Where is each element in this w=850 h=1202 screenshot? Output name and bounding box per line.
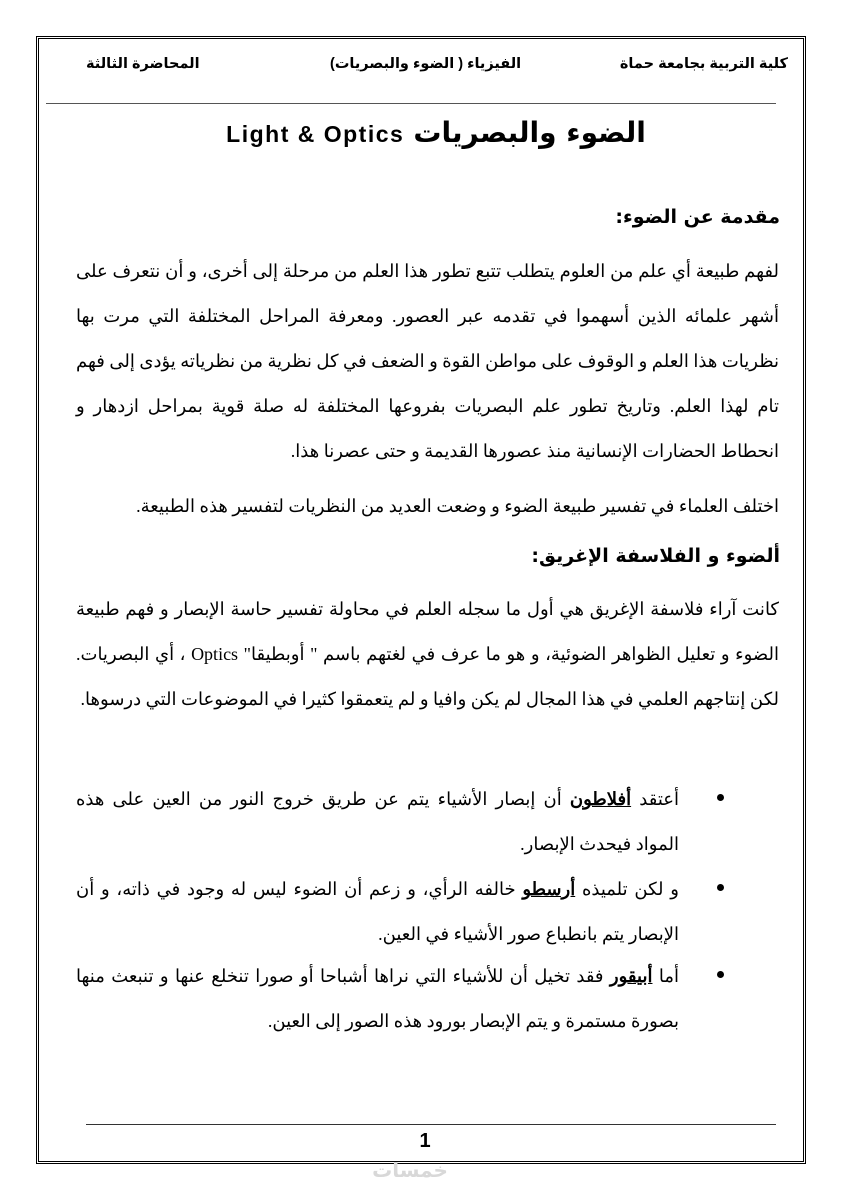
footer-divider bbox=[86, 1124, 776, 1125]
title-english: Light & Optics bbox=[226, 121, 405, 147]
header-lecture: المحاضرة الثالثة bbox=[86, 56, 200, 72]
bullet-text: و لكن تلميذه أرسطو خالفه الرأي، و زعم أن الضوء ليس له وجود في ذاته، و أن الإبصار يتم بانطباع صور الأشياء في العين. bbox=[76, 879, 679, 944]
intro-paragraph: لفهم طبيعة أي علم من العلوم يتطلب تتبع تطور هذا العلم من مرحلة إلى أخرى، و أن نتعرف على أشهر علمائه الذين أسهموا في تقدمه عبر العصور. ومعرفة المراحل المختلفة التي مرت بها نظريات هذا العلم و الوقوف على مواطن القوة و الضعف في كل نظرية من نظرياته يؤدى إلى فهم تام لهذا العلم. وتاريخ تطور علم البصريات بفروعها المختلفة له صلة قوية بمراحل ازدهار و انحطاط الحضارات الإنسانية منذ عصورها القديمة و حتى عصرنا هذا. bbox=[76, 261, 779, 461]
title-arabic: الضوء والبصريات bbox=[413, 116, 646, 149]
bullet-text: أما أبيقور فقد تخيل أن للأشياء التي نراها أشباحا أو صورا تنخلع عنها و تنبعث منها بصورة مستمرة و يتم الإبصار بورود هذه الصور إلى العين. bbox=[76, 966, 679, 1031]
header-course: الفيزياء ( الضوء والبصريات) bbox=[330, 56, 522, 72]
bullet-icon bbox=[717, 884, 724, 891]
philosopher-name: أفلاطون bbox=[569, 789, 632, 809]
theories-paragraph: اختلف العلماء في تفسير طبيعة الضوء و وضعت العديد من النظريات لتفسير هذه الطبيعة. bbox=[136, 496, 779, 516]
section-heading-intro: مقدمة عن الضوء: bbox=[615, 206, 780, 228]
bullet-icon bbox=[717, 794, 724, 801]
bullet-icon bbox=[717, 971, 724, 978]
page-title bbox=[0, 116, 850, 149]
header-college: كلية التربية بجامعة حماة bbox=[619, 56, 788, 72]
watermark: خمسات bbox=[372, 1158, 448, 1182]
section-heading-greeks: ألضوء و الفلاسفة الإغريق: bbox=[531, 545, 780, 567]
greeks-paragraph: كانت آراء فلاسفة الإغريق هي أول ما سجله العلم في محاولة تفسير حاسة الإبصار و فهم طبيعة الضوء و تعليل الظواهر الضوئية، و هو ما عرف في لغتهم باسم " أوبطيقا" Optics ، أي البصريات. لكن إنتاجهم العلمي في هذا المجال لم يكن وافيا و لم يتعمقوا كثيرا في الموضوعات التي درسوها. bbox=[76, 599, 779, 709]
bullet-text: أعتقد أفلاطون أن إبصار الأشياء يتم عن طريق خروج النور من العين على هذه المواد فيحدث الإبصار. bbox=[76, 789, 679, 854]
philosopher-name: أبيقور bbox=[609, 966, 653, 986]
philosopher-name: أرسطو bbox=[522, 879, 576, 899]
page-number: 1 bbox=[419, 1130, 431, 1152]
header-divider bbox=[46, 103, 776, 104]
